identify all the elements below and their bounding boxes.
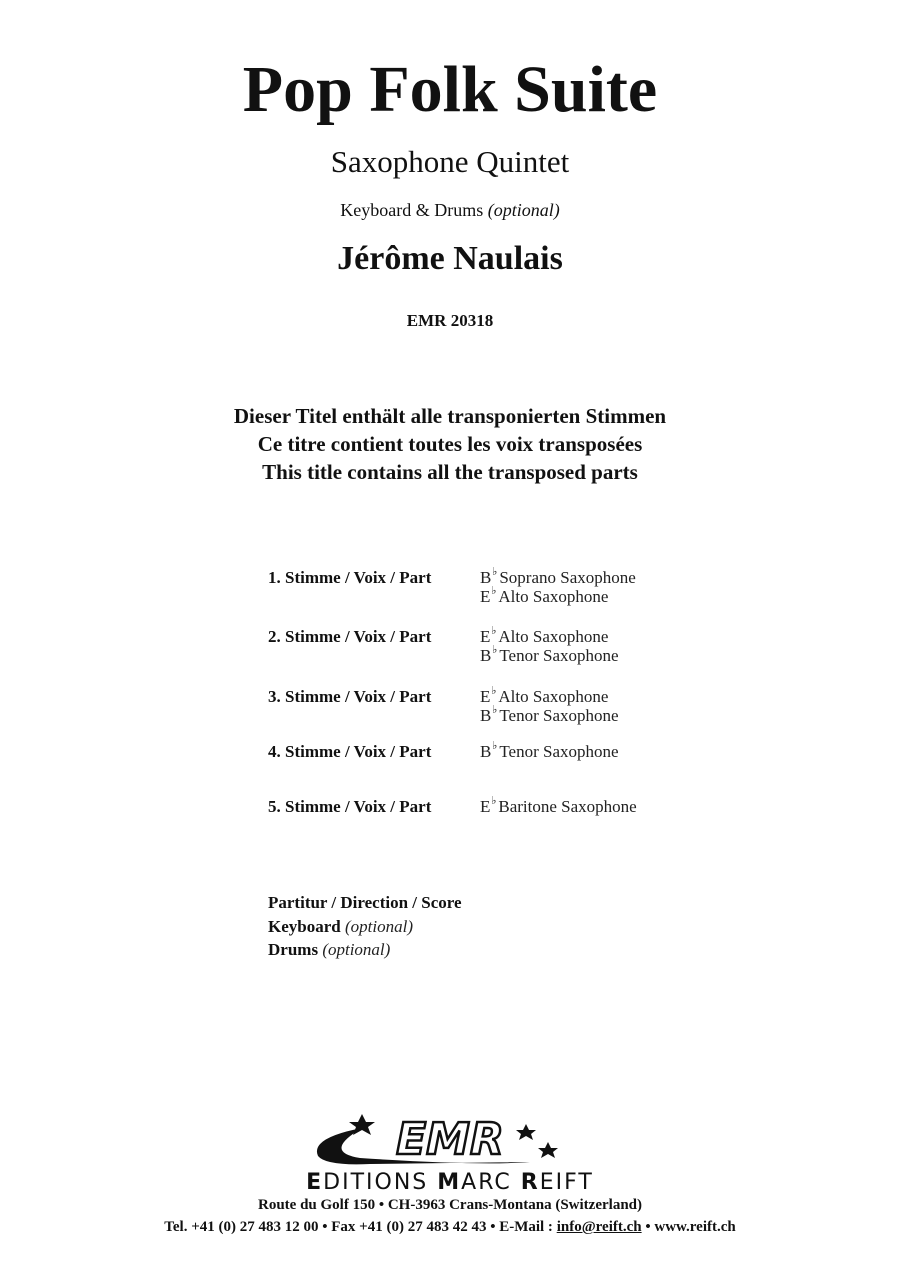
score-label: Partitur / Direction / Score: [268, 893, 462, 912]
part-label: 4. Stimme / Voix / Part: [268, 742, 432, 761]
part-label: 5. Stimme / Voix / Part: [268, 797, 432, 816]
drums-label: Drums: [268, 940, 319, 959]
publisher-word-ditions: DITIONS: [323, 1170, 438, 1195]
flat-icon: ♭: [492, 704, 498, 716]
instrument-line: [480, 687, 619, 706]
extras-list: [268, 891, 462, 962]
flat-icon: ♭: [492, 566, 498, 578]
part-instruments: [480, 742, 619, 761]
publisher-contact: [0, 1219, 900, 1236]
instrument-key: [480, 625, 497, 646]
key-letter: E: [480, 627, 491, 646]
key-letter: E: [480, 797, 491, 816]
score-item: [268, 891, 462, 915]
instrument-name: Baritone Saxophone: [498, 797, 637, 816]
part-instruments: [480, 627, 619, 665]
instrument-name: Alto Saxophone: [498, 687, 609, 706]
instrument-name: Tenor Saxophone: [499, 706, 619, 725]
instrument-line: [480, 568, 636, 587]
instrument-line: [480, 797, 637, 816]
instrument-key: [480, 644, 498, 665]
note-german: Dieser Titel enthält alle transponierten Stimmen: [233, 404, 667, 428]
flat-icon: ♭: [491, 585, 497, 597]
key-letter: E: [480, 687, 491, 706]
instrumentation-optional: (optional): [487, 200, 560, 220]
flat-icon: ♭: [492, 740, 498, 752]
subtitle: Saxophone Quintet: [330, 144, 570, 179]
catalog-number: EMR 20318: [406, 311, 494, 330]
part-label: 3. Stimme / Voix / Part: [268, 687, 432, 706]
key-letter: E: [480, 587, 491, 606]
key-letter: B: [480, 706, 492, 725]
instrument-line: [480, 706, 619, 725]
keyboard-item: [268, 915, 462, 939]
part-instruments: [480, 568, 636, 606]
instrument-key: [480, 685, 497, 706]
key-letter: B: [480, 742, 492, 761]
emr-logo: [300, 1108, 600, 1170]
flat-icon: ♭: [492, 644, 498, 656]
instrument-name: Alto Saxophone: [498, 627, 609, 646]
publisher-initial-r: R: [520, 1170, 540, 1195]
instrument-name: Tenor Saxophone: [499, 646, 619, 665]
contact-prefix: Tel. +41 (0) 27 483 12 00 • Fax +41 (0) 27 483 42 43 • E-Mail :: [164, 1219, 557, 1235]
part-label: 2. Stimme / Voix / Part: [268, 627, 432, 646]
part-label: 1. Stimme / Voix / Part: [268, 568, 432, 587]
publisher-name: [0, 1170, 900, 1195]
title: Pop Folk Suite: [242, 53, 658, 126]
keyboard-optional: (optional): [344, 916, 413, 936]
instrument-name: Tenor Saxophone: [499, 742, 619, 761]
drums-item: [268, 938, 462, 962]
part-instruments: [480, 797, 637, 816]
note-french: Ce titre contient toutes les voix transposées: [257, 432, 643, 456]
instrument-name: Soprano Saxophone: [499, 568, 636, 587]
keyboard-label: Keyboard: [268, 916, 341, 936]
composer: Jérôme Naulais: [337, 240, 563, 277]
note-english: This title contains all the transposed parts: [262, 460, 638, 484]
instrumentation: [0, 200, 900, 221]
instrument-line: [480, 627, 619, 646]
instrument-line: [480, 646, 619, 665]
instrument-key: [480, 585, 497, 606]
drums-optional: (optional): [322, 940, 391, 959]
flat-icon: ♭: [491, 795, 497, 807]
flat-icon: ♭: [491, 685, 497, 697]
instrument-name: Alto Saxophone: [498, 587, 609, 606]
instrument-line: [480, 742, 619, 761]
publisher-word-arc: ARC: [461, 1170, 521, 1195]
flat-icon: ♭: [491, 625, 497, 637]
key-letter: B: [480, 646, 492, 665]
key-letter: B: [480, 568, 492, 587]
email-link[interactable]: info@reift.ch: [556, 1219, 642, 1235]
instrument-line: [480, 587, 636, 606]
instrument-key: [480, 566, 498, 587]
instrumentation-text: Keyboard & Drums: [340, 200, 484, 220]
publisher-word-eift: EIFT: [539, 1170, 594, 1195]
publisher-initial-m: M: [437, 1170, 462, 1195]
logo-text: EMR: [396, 1114, 504, 1165]
instrument-key: [480, 704, 498, 725]
part-instruments: [480, 687, 619, 725]
contact-suffix: • www.reift.ch: [641, 1219, 736, 1235]
instrument-key: [480, 740, 498, 761]
instrument-key: [480, 795, 497, 816]
publisher-address: Route du Golf 150 • CH-3963 Crans-Montana (Switzerland): [258, 1197, 642, 1213]
publisher-initial-e: E: [306, 1170, 324, 1195]
